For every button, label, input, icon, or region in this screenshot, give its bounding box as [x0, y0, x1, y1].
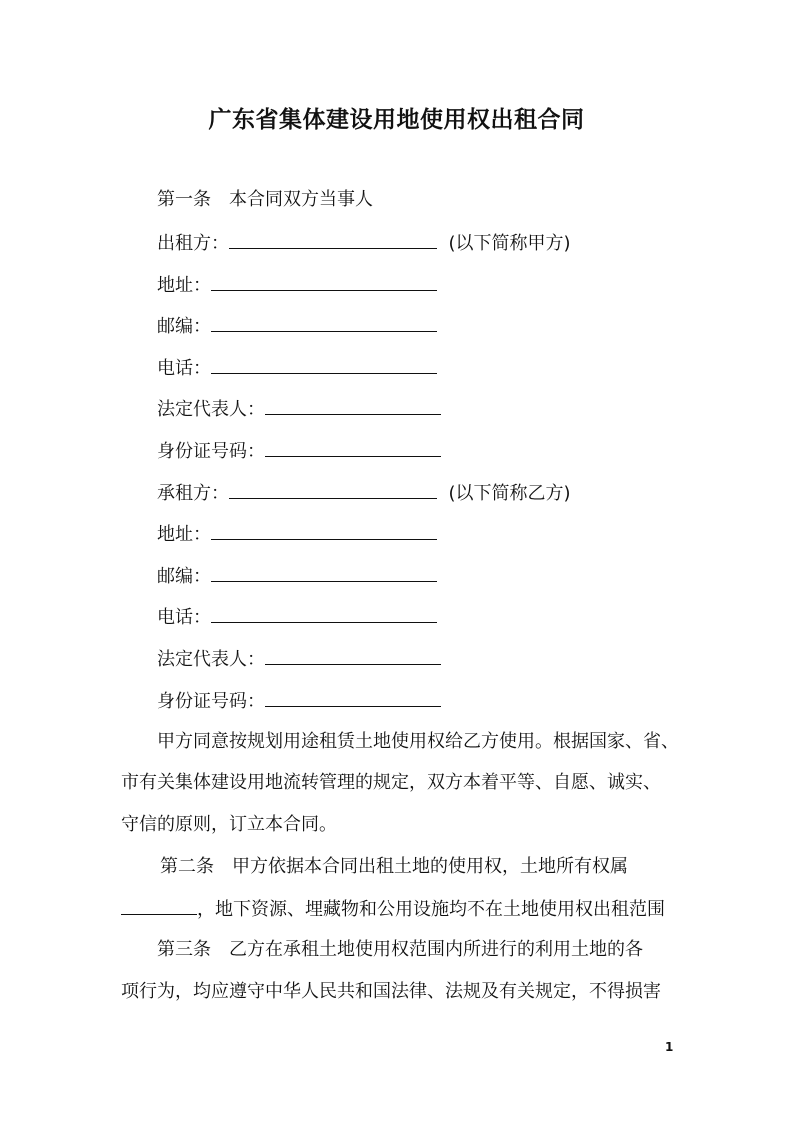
article1-heading: 第一条 本合同双方当事人: [157, 189, 373, 210]
lessee-rep-blank: [265, 647, 441, 665]
lessor-phone-line: [157, 356, 437, 380]
lessee-party-suffix: (以下简称乙方): [448, 483, 571, 504]
document-title: 广东省集体建设用地使用权出租合同: [208, 107, 585, 133]
lessor-address-line: [157, 273, 437, 297]
article2-line-2-text: ，地下资源、埋藏物和公用设施均不在土地使用权出租范围: [197, 899, 665, 920]
lessor-address-label: 地址：: [157, 275, 211, 296]
lessor-id-blank: [265, 439, 441, 457]
lessor-phone-label: 电话：: [157, 358, 211, 379]
lessee-postcode-line: [157, 564, 437, 588]
lessee-postcode-label: 邮编：: [157, 566, 211, 587]
preamble-line-3: 守信的原则，订立本合同。: [121, 814, 337, 835]
article2-line-1: 第二条 甲方依据本合同出租土地的使用权，土地所有权属: [160, 856, 628, 877]
article3-line-1: 第三条 乙方在承租土地使用权范围内所进行的利用土地的各: [157, 939, 643, 960]
lessee-postcode-blank: [211, 564, 437, 582]
lessee-rep-line: [157, 647, 441, 671]
preamble-line-2: 市有关集体建设用地流转管理的规定，双方本着平等、自愿、诚实、: [121, 772, 661, 793]
lessor-id-line: [157, 439, 441, 463]
lessor-postcode-label: 邮编：: [157, 316, 211, 337]
lessee-id-label: 身份证号码：: [157, 691, 265, 712]
lessee-phone-line: [157, 605, 437, 629]
lessor-postcode-line: [157, 314, 437, 338]
lessee-rep-label: 法定代表人：: [157, 649, 265, 670]
preamble-line-1: 甲方同意按规划用途租赁土地使用权给乙方使用。根据国家、省、: [157, 731, 679, 752]
lessee-id-line: [157, 689, 441, 713]
lessor-postcode-blank: [211, 314, 437, 332]
lessee-party-label: 承租方：: [157, 483, 229, 504]
page-number: 1: [665, 1040, 674, 1054]
lessee-address-blank: [211, 522, 437, 540]
lessee-address-line: [157, 522, 437, 546]
lessor-party-line: [157, 231, 571, 255]
article3-line-2: 项行为，均应遵守中华人民共和国法律、法规及有关规定，不得损害: [121, 981, 661, 1002]
land-owner-blank: [121, 897, 197, 915]
lessor-phone-blank: [211, 356, 437, 374]
lessor-address-blank: [211, 273, 437, 291]
article2-line-2: [121, 897, 665, 921]
lessee-id-blank: [265, 689, 441, 707]
lessor-party-label: 出租方：: [157, 233, 229, 254]
lessor-rep-line: [157, 397, 441, 421]
lessee-party-line: [157, 481, 571, 505]
lessor-name-blank: [229, 231, 437, 249]
lessor-party-suffix: (以下简称甲方): [448, 233, 571, 254]
lessor-id-label: 身份证号码：: [157, 441, 265, 462]
lessor-rep-blank: [265, 397, 441, 415]
lessee-phone-label: 电话：: [157, 607, 211, 628]
lessee-address-label: 地址：: [157, 524, 211, 545]
lessee-name-blank: [229, 481, 437, 499]
lessor-rep-label: 法定代表人：: [157, 399, 265, 420]
lessee-phone-blank: [211, 605, 437, 623]
